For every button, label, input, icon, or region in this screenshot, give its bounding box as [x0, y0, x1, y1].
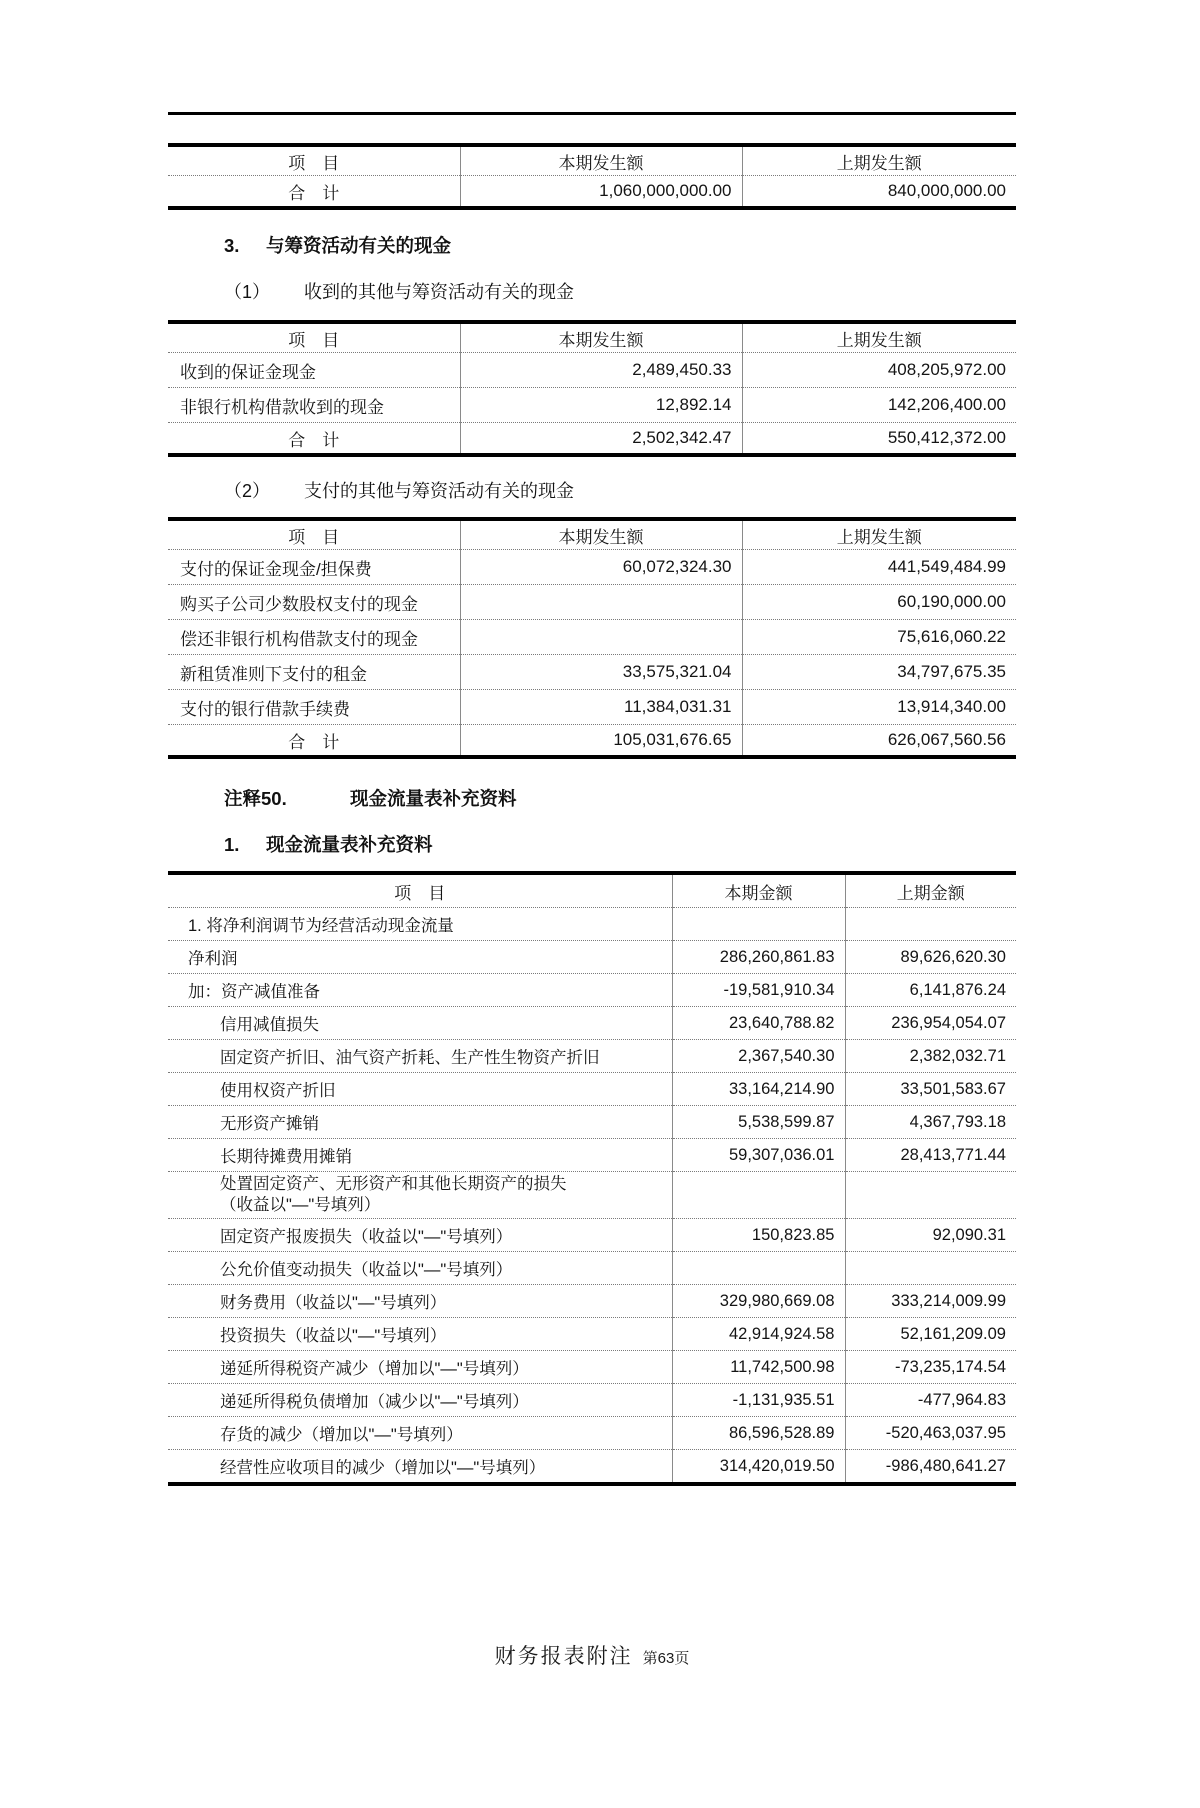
- row-prior-value: 52,161,209.09: [845, 1318, 1016, 1351]
- section-number: 3.: [224, 235, 240, 256]
- row-current-value: [460, 585, 742, 620]
- page-header-rule: [168, 112, 1016, 115]
- table-row: [168, 353, 1016, 388]
- row-label: 偿还非银行机构借款支付的现金: [168, 620, 460, 655]
- table-row: [168, 1073, 1016, 1106]
- table-row: [168, 1450, 1016, 1485]
- table-row: [168, 176, 1016, 209]
- note-50-1-heading: [224, 831, 1016, 857]
- cash-paid-table: [168, 517, 1016, 759]
- row-label: 存货的减少（增加以"—"号填列）: [168, 1417, 672, 1450]
- row-prior-value: [845, 1252, 1016, 1285]
- row-prior-value: 333,214,009.99: [845, 1285, 1016, 1318]
- page-footer: [168, 1640, 1016, 1670]
- table-row: [168, 974, 1016, 1007]
- row-current-value: [672, 908, 845, 941]
- row-prior-value: [845, 1172, 1016, 1219]
- col-header-current: 本期发生额: [460, 322, 742, 353]
- row-label: 投资损失（收益以"—"号填列）: [168, 1318, 672, 1351]
- row-label: 经营性应收项目的减少（增加以"—"号填列）: [168, 1450, 672, 1485]
- row-label: 1. 将净利润调节为经营活动现金流量: [168, 908, 672, 941]
- row-prior-value: -520,463,037.95: [845, 1417, 1016, 1450]
- col-header-item: 项 目: [168, 873, 672, 908]
- table-row: [168, 388, 1016, 423]
- row-prior-value: 28,413,771.44: [845, 1139, 1016, 1172]
- row-prior-value: 236,954,054.07: [845, 1007, 1016, 1040]
- table-row: [168, 1285, 1016, 1318]
- row-current-value: 42,914,924.58: [672, 1318, 845, 1351]
- row-label: 无形资产摊销: [168, 1106, 672, 1139]
- col-header-prior: 上期发生额: [742, 519, 1016, 550]
- row-label-line1: 处置固定资产、无形资产和其他长期资产的损失: [220, 1175, 567, 1193]
- row-label: 非银行机构借款收到的现金: [168, 388, 460, 423]
- section-number: （1）: [224, 282, 271, 302]
- table-row: [168, 1040, 1016, 1073]
- footer-title: 财务报表附注: [494, 1645, 633, 1668]
- table-total-row: [168, 725, 1016, 758]
- note-50-heading: [224, 785, 1016, 811]
- row-label: 使用权资产折旧: [168, 1073, 672, 1106]
- table-row: [168, 655, 1016, 690]
- row-label: 合 计: [168, 423, 460, 456]
- col-header-current: 本期发生额: [460, 519, 742, 550]
- note-title: 现金流量表补充资料: [350, 788, 517, 809]
- row-current-value: 23,640,788.82: [672, 1007, 845, 1040]
- table-row: [168, 908, 1016, 941]
- row-current-value: 33,164,214.90: [672, 1073, 845, 1106]
- row-prior-value: 441,549,484.99: [742, 550, 1016, 585]
- footer-page-number: 第63页: [642, 1650, 690, 1667]
- row-prior-value: 6,141,876.24: [845, 974, 1016, 1007]
- col-header-item: 项 目: [168, 519, 460, 550]
- row-label: 新租赁准则下支付的租金: [168, 655, 460, 690]
- row-prior-value: -477,964.83: [845, 1384, 1016, 1417]
- col-header-prior: 上期金额: [845, 873, 1016, 908]
- table-row: [168, 1417, 1016, 1450]
- row-prior-value: -986,480,641.27: [885, 1456, 1006, 1475]
- row-prior-value: 75,616,060.22: [742, 620, 1016, 655]
- row-label: [168, 1172, 672, 1219]
- table-row: [168, 1318, 1016, 1351]
- row-prior-value: 92,090.31: [845, 1219, 1016, 1252]
- row-current-value: -19,581,910.34: [672, 974, 845, 1007]
- table-row: [168, 1172, 1016, 1219]
- row-prior-value: 89,626,620.30: [845, 941, 1016, 974]
- table-row: [168, 1252, 1016, 1285]
- row-current-value: 314,420,019.50: [672, 1450, 845, 1485]
- row-label: 递延所得税负债增加（减少以"—"号填列）: [168, 1384, 672, 1417]
- cash-flow-supplement-table: [168, 871, 1016, 1486]
- col-header-prior: 上期发生额: [742, 322, 1016, 353]
- row-current-value: 12,892.14: [460, 388, 742, 423]
- row-current-value: 5,538,599.87: [672, 1106, 845, 1139]
- table-header-row: [168, 873, 1016, 908]
- row-current-value: [672, 1172, 845, 1219]
- table-header-row: [168, 145, 1016, 176]
- col-header-current: 本期金额: [672, 873, 845, 908]
- table-row: [168, 690, 1016, 725]
- row-prior-value: 60,190,000.00: [742, 585, 1016, 620]
- row-label: 支付的保证金现金/担保费: [168, 550, 460, 585]
- row-label: 净利润: [168, 941, 672, 974]
- row-prior-value: 142,206,400.00: [742, 388, 1016, 423]
- page-content: [168, 112, 1016, 1486]
- section-title: 收到的其他与筹资活动有关的现金: [304, 282, 574, 302]
- row-label: 合 计: [168, 725, 460, 758]
- row-current-value: 1,060,000,000.00: [460, 176, 742, 209]
- row-label: 支付的银行借款手续费: [168, 690, 460, 725]
- row-prior-value: 840,000,000.00: [887, 181, 1006, 200]
- row-prior-value: 626,067,560.56: [887, 730, 1006, 749]
- row-label: 公允价值变动损失（收益以"—"号填列）: [168, 1252, 672, 1285]
- row-current-value: 105,031,676.65: [460, 725, 742, 758]
- section-3-heading: [224, 232, 1016, 258]
- row-label: 长期待摊费用摊销: [168, 1139, 672, 1172]
- table-total-row: [168, 423, 1016, 456]
- prior-total-table: [168, 143, 1016, 210]
- table-header-row: [168, 322, 1016, 353]
- row-prior-value: -73,235,174.54: [845, 1351, 1016, 1384]
- row-current-value: 11,384,031.31: [460, 690, 742, 725]
- table-row: [168, 1007, 1016, 1040]
- table-row: [168, 585, 1016, 620]
- table-row: [168, 1219, 1016, 1252]
- row-current-value: 2,489,450.33: [460, 353, 742, 388]
- col-header-current: 本期发生额: [460, 145, 742, 176]
- section-number: （2）: [224, 481, 271, 501]
- row-current-value: 2,367,540.30: [672, 1040, 845, 1073]
- row-current-value: 59,307,036.01: [672, 1139, 845, 1172]
- table-header-row: [168, 519, 1016, 550]
- note-number: 1.: [224, 834, 240, 855]
- table-row: [168, 1139, 1016, 1172]
- table-row: [168, 550, 1016, 585]
- section-title: 与筹资活动有关的现金: [266, 235, 452, 256]
- row-current-value: [672, 1252, 845, 1285]
- row-label: 收到的保证金现金: [168, 353, 460, 388]
- row-current-value: 329,980,669.08: [672, 1285, 845, 1318]
- col-header-prior: 上期发生额: [742, 145, 1016, 176]
- row-label: 加：资产减值准备: [168, 974, 672, 1007]
- row-prior-value: [845, 908, 1016, 941]
- section-3-1-heading: [224, 278, 1016, 304]
- row-current-value: 2,502,342.47: [460, 423, 742, 456]
- section-3-2-heading: [224, 477, 1016, 503]
- row-current-value: 150,823.85: [672, 1219, 845, 1252]
- row-label: 固定资产折旧、油气资产折耗、生产性生物资产折旧: [168, 1040, 672, 1073]
- row-label: 财务费用（收益以"—"号填列）: [168, 1285, 672, 1318]
- row-label: 合 计: [168, 176, 460, 209]
- row-current-value: 60,072,324.30: [460, 550, 742, 585]
- row-prior-value: 33,501,583.67: [845, 1073, 1016, 1106]
- row-label-line2: （收益以"—"号填列）: [220, 1196, 381, 1214]
- row-current-value: [460, 620, 742, 655]
- row-current-value: 11,742,500.98: [672, 1351, 845, 1384]
- table-row: [168, 1384, 1016, 1417]
- note-title: 现金流量表补充资料: [266, 834, 433, 855]
- table-row: [168, 1351, 1016, 1384]
- table-row: [168, 620, 1016, 655]
- section-title: 支付的其他与筹资活动有关的现金: [304, 481, 574, 501]
- row-prior-value: 34,797,675.35: [742, 655, 1016, 690]
- row-prior-value: 550,412,372.00: [887, 428, 1006, 447]
- row-current-value: -1,131,935.51: [672, 1384, 845, 1417]
- row-current-value: 286,260,861.83: [672, 941, 845, 974]
- row-label: 递延所得税资产减少（增加以"—"号填列）: [168, 1351, 672, 1384]
- col-header-item: 项 目: [168, 145, 460, 176]
- row-current-value: 86,596,528.89: [672, 1417, 845, 1450]
- row-prior-value: 408,205,972.00: [742, 353, 1016, 388]
- row-prior-value: 13,914,340.00: [742, 690, 1016, 725]
- row-current-value: 33,575,321.04: [460, 655, 742, 690]
- col-header-item: 项 目: [168, 322, 460, 353]
- row-prior-value: 2,382,032.71: [845, 1040, 1016, 1073]
- row-prior-value: 4,367,793.18: [845, 1106, 1016, 1139]
- row-label: 购买子公司少数股权支付的现金: [168, 585, 460, 620]
- row-label: 固定资产报废损失（收益以"—"号填列）: [168, 1219, 672, 1252]
- row-label: 信用减值损失: [168, 1007, 672, 1040]
- table-row: [168, 1106, 1016, 1139]
- note-number: 注释50.: [224, 788, 287, 809]
- cash-received-table: [168, 320, 1016, 457]
- table-row: [168, 941, 1016, 974]
